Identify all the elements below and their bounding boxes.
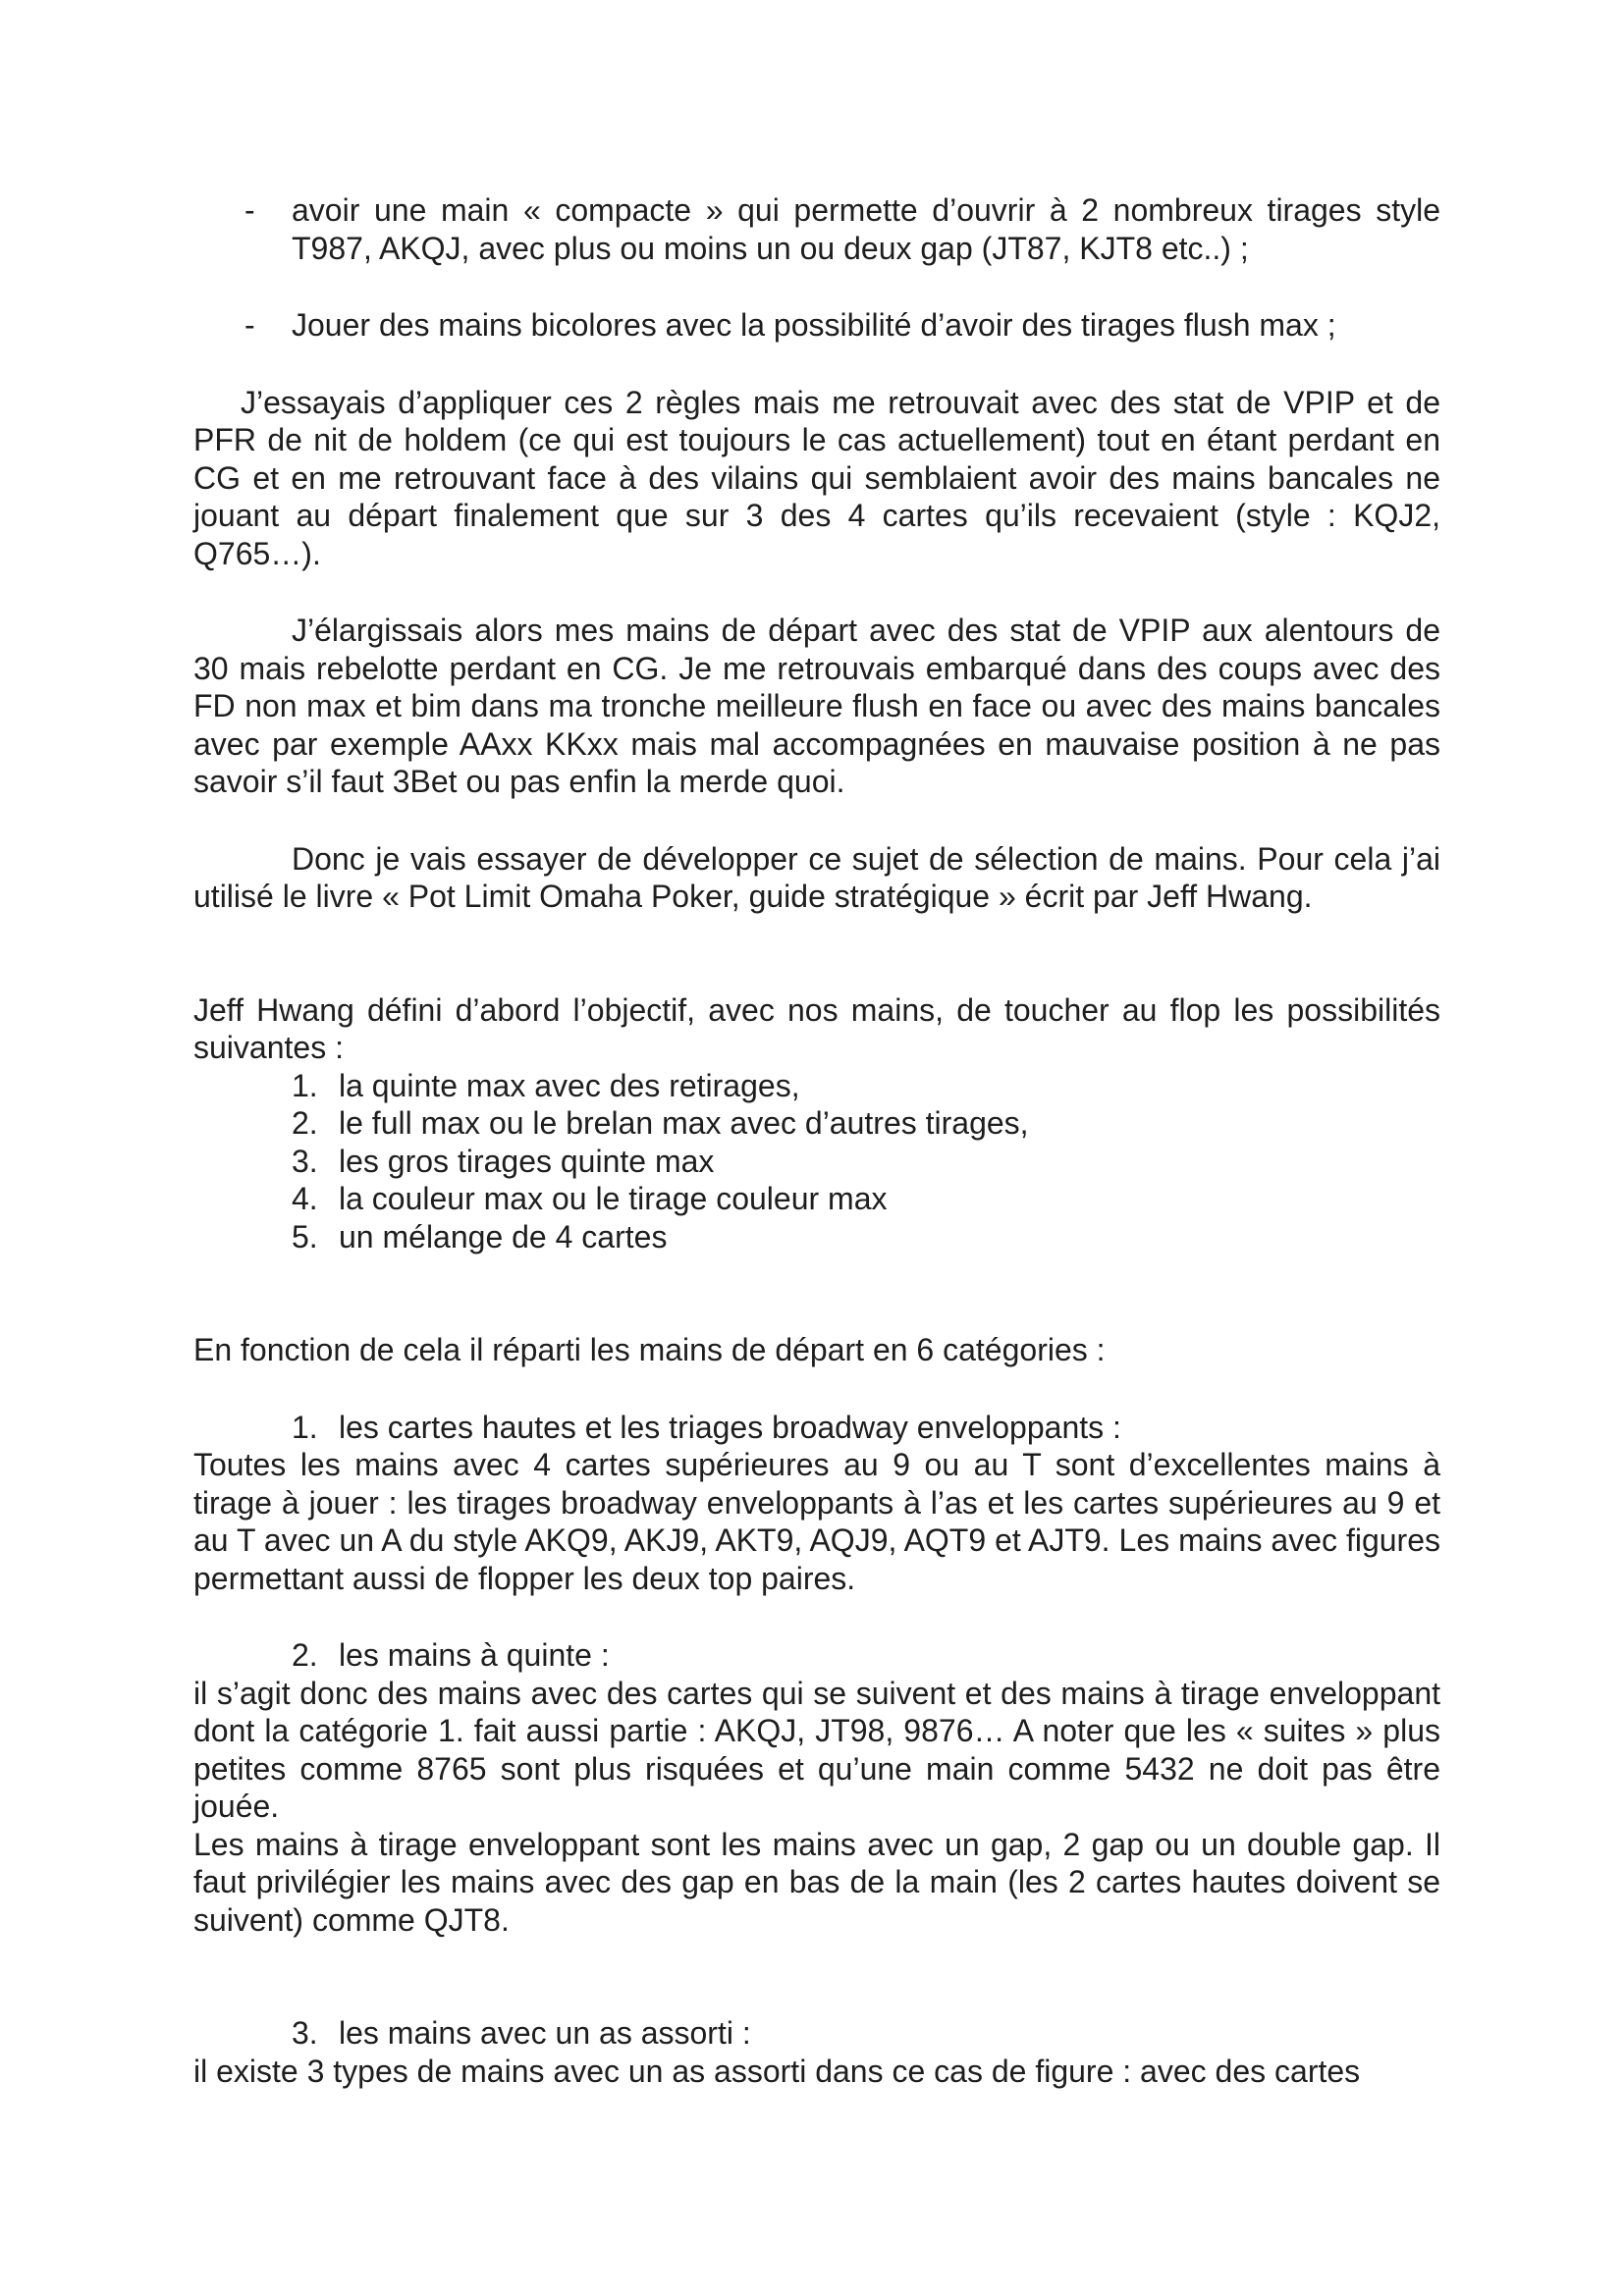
- category-title: les mains à quinte :: [339, 1637, 610, 1673]
- category-body: il existe 3 types de mains avec un as assorti dans ce cas de figure : avec des cartes: [193, 2053, 1361, 2089]
- paragraph: Donc je vais essayer de développer ce sujet de sélection de mains. Pour cela j’ai utilisé le livre « Pot Limit Omaha Poker, guide stratégique » écrit par Jeff Hwang.: [193, 840, 1440, 914]
- list-item: [193, 1067, 1440, 1105]
- category-title: les mains avec un as assorti :: [339, 2015, 751, 2051]
- list-text: un mélange de 4 cartes: [339, 1218, 668, 1255]
- list-number: 4.: [292, 1181, 318, 1216]
- list-item: [193, 1143, 1440, 1181]
- paragraph: En fonction de cela il réparti les mains de départ en 6 catégories :: [193, 1332, 1106, 1367]
- category-heading: [193, 1409, 1440, 1447]
- list-item: [193, 1180, 1440, 1218]
- category-heading: [193, 1636, 1440, 1675]
- bullet-text: Jouer des mains bicolores avec la possibilité d’avoir des tirages flush max ;: [292, 307, 1336, 343]
- list-item: [193, 1218, 1440, 1256]
- paragraph: Jeff Hwang défini d’abord l’objectif, avec nos mains, de toucher au flop les possibilités suivantes :: [193, 991, 1440, 1065]
- paragraph: J’essayais d’appliquer ces 2 règles mais me retrouvait avec des stat de VPIP et de PFR de nit de holdem (ce qui est toujours le cas actuellement) tout en étant perdant en CG et en me retrouvant face à des vilains qui semblaient avoir des mains bancales ne jouant au départ finalement que sur 3 des 4 cartes qu’ils recevaient (style : KQJ2, Q765…).: [193, 384, 1440, 571]
- document-page: [193, 191, 1440, 2090]
- category-title: les cartes hautes et les triages broadway enveloppants :: [339, 1409, 1121, 1445]
- list-text: la couleur max ou le tirage couleur max: [339, 1181, 888, 1216]
- category-body: Les mains à tirage enveloppant sont les mains avec un gap, 2 gap ou un double gap. Il faut privilégier les mains avec des gap en bas de la main (les 2 cartes hautes doivent se suivent) comme QJT8.: [193, 1826, 1440, 1938]
- list-text: les gros tirages quinte max: [339, 1143, 715, 1179]
- bullet-item: [193, 306, 1440, 345]
- list-text: la quinte max avec des retirages,: [339, 1067, 800, 1103]
- list-number: 3.: [292, 1143, 318, 1179]
- category-body: Toutes les mains avec 4 cartes supérieures au 9 ou au T sont d’excellentes mains à tirage à jouer : les tirages broadway enveloppants à l’as et les cartes supérieures au 9 et au T avec un A du style AKQ9, AKJ9, AKT9, AQJ9, AQT9 et AJT9. Les mains avec figures permettant aussi de flopper les deux top paires.: [193, 1447, 1440, 1596]
- list-text: le full max ou le brelan max avec d’autres tirages,: [339, 1105, 1029, 1141]
- category-number: 3.: [292, 2015, 318, 2051]
- category-body: il s’agit donc des mains avec des cartes qui se suivent et des mains à tirage enveloppant dont la catégorie 1. fait aussi partie : AKQJ, JT98, 9876… A noter que les « suites » plus petites comme 8765 sont plus risquées et qu’une main comme 5432 ne doit pas être jouée.: [193, 1675, 1440, 1824]
- bullet-item: [193, 191, 1440, 267]
- bullet-text: avoir une main « compacte » qui permette d’ouvrir à 2 nombreux tirages style T987, AKQJ, avec plus ou moins un ou deux gap (JT87, KJT8 etc..) ;: [292, 192, 1440, 266]
- list-number: 1.: [292, 1067, 318, 1103]
- category-number: 1.: [292, 1409, 318, 1445]
- list-number: 5.: [292, 1218, 318, 1255]
- list-number: 2.: [292, 1105, 318, 1141]
- category-number: 2.: [292, 1637, 318, 1673]
- bullet-dash: -: [244, 307, 255, 343]
- list-item: [193, 1104, 1440, 1143]
- objectives-list: [193, 1067, 1440, 1256]
- bullet-dash: -: [244, 192, 255, 228]
- paragraph: J’élargissais alors mes mains de départ avec des stat de VPIP aux alentours de 30 mais rebelotte perdant en CG. Je me retrouvais embarqué dans des coups avec des FD non max et bim dans ma tronche meilleure flush en face ou avec des mains bancales avec par exemple AAxx KKxx mais mal accompagnées en mauvaise position à ne pas savoir s’il faut 3Bet ou pas enfin la merde quoi.: [193, 613, 1440, 799]
- category-heading: [193, 2014, 1440, 2053]
